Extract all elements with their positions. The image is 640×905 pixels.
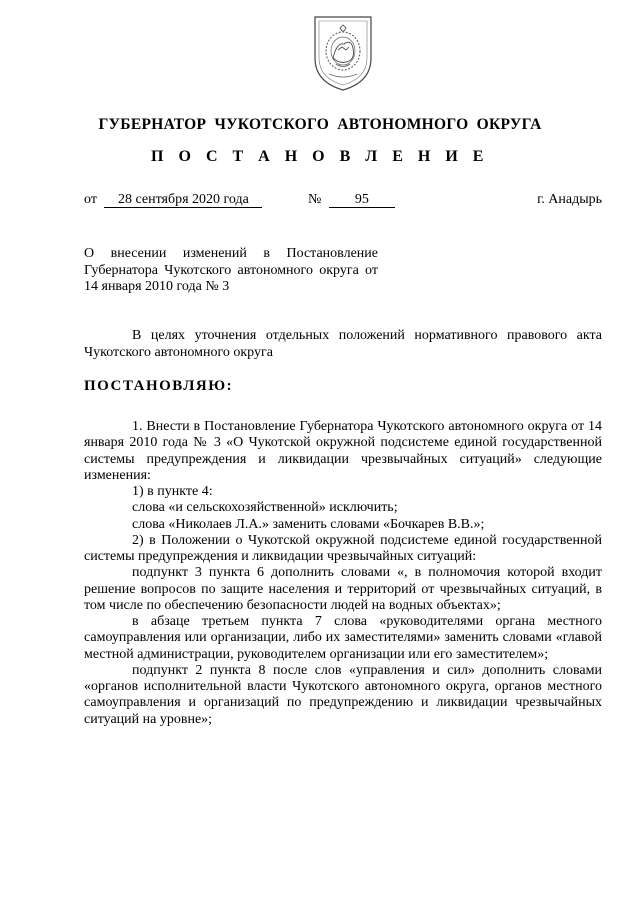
preamble <box>84 328 602 361</box>
decree-heading: ПОСТАНОВЛЯЮ: <box>84 378 234 394</box>
document-subject: О внесении изменений в Постановление Губернатора Чукотского автономного округа от 14 января 2010 года № 3 <box>84 246 378 294</box>
body-paragraph: слова «и сельскохозяйственной» исключить; <box>132 500 398 516</box>
date-field <box>84 192 262 208</box>
date-prefix: от <box>84 192 97 207</box>
preamble-text: В целях уточнения отдельных положений нормативного правового акта Чукотского автономного округа <box>84 328 602 360</box>
body-paragraph: 1) в пункте 4: <box>132 484 213 499</box>
document-type-title: П О С Т А Н О В Л Е Н И Е <box>151 148 489 165</box>
document-date: 28 сентября 2020 года <box>104 192 262 208</box>
coat-of-arms-icon <box>311 14 375 92</box>
number-field <box>308 192 395 208</box>
body-paragraph: 1. Внести в Постановление Губернатора Чукотского автономного округа от 14 января 2010 года № 3 «О Чукотской окружной подсистеме единой государственной системы предупреждения и ликвидации чрезвычайных ситуаций» следующие изменения: <box>84 419 602 483</box>
number-prefix: № <box>308 192 322 207</box>
body-paragraph: в абзаце третьем пункта 7 слова «руководителями органа местного самоуправления или организации, либо их заместителями» заменить словами «главой местной администрации, руководителем организации или его заместителем»; <box>84 614 602 662</box>
issuer-title: ГУБЕРНАТОР ЧУКОТСКОГО АВТОНОМНОГО ОКРУГА <box>98 116 542 133</box>
body-paragraph: подпункт 2 пункта 8 после слов «управления и сил» дополнить словами «органов исполнительной власти Чукотского автономного округа, органов местного самоуправления и организаций по предупреждению и ликвидации чрезвычайных ситуаций на уровне»; <box>84 662 602 727</box>
body-paragraph: слова «Николаев Л.А.» заменить словами «Бочкарев В.В.»; <box>132 516 485 532</box>
document-number: 95 <box>329 192 395 208</box>
document-place: г. Анадырь <box>537 192 602 207</box>
body-paragraph: подпункт 3 пункта 6 дополнить словами «, в полномочия которой входит решение вопросов по защите населения и территорий от чрезвычайных ситуаций, в том числе по обеспечению безопасности людей на водных объектах»; <box>84 565 602 613</box>
document-body <box>84 419 602 728</box>
body-paragraph: 2) в Положении о Чукотской окружной подсистеме единой государственной системы предупреждения и ликвидации чрезвычайных ситуаций: <box>84 532 602 564</box>
